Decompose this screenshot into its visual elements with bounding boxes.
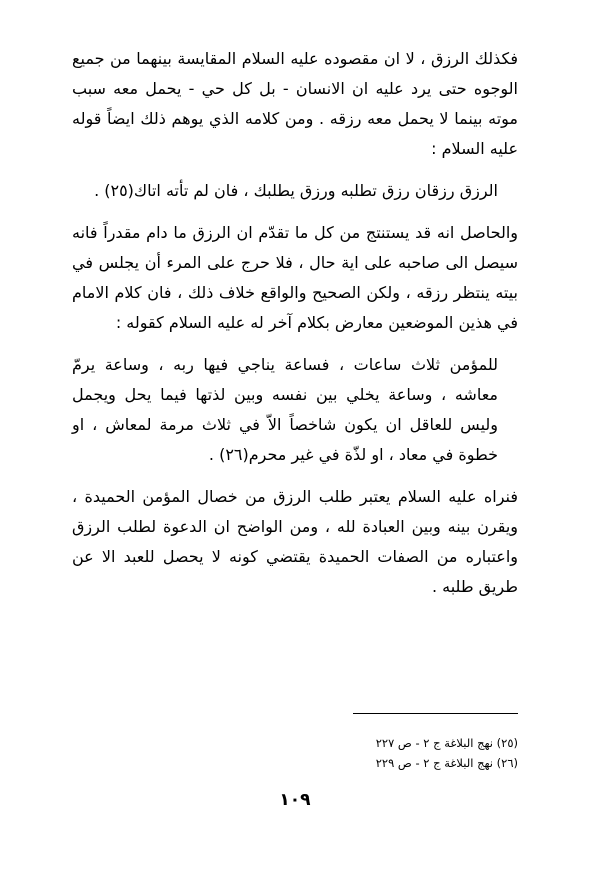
footnote-divider [353, 713, 518, 714]
footnote-26: (٢٦) نهج البلاغة ج ٢ - ص ٢٢٩ [375, 756, 518, 770]
footnote-25: (٢٥) نهج البلاغة ج ٢ - ص ٢٢٧ [375, 736, 518, 750]
body-text [72, 44, 518, 614]
quote-2: للمؤمن ثلاث ساعات ، فساعة يناجي فيها ربه ، وساعة يرمّ معاشه ، وساعة يخلي بين نفسه وبين لذتها فيما يحل ويجمل وليس للعاقل ان يكون شاخصاً الاّ في ثلاث مرمة لمعاش ، او خطوة في معاد ، او لذّة في غير محرم(٢٦) . [72, 355, 498, 464]
paragraph-3: فنراه عليه السلام يعتبر طلب الرزق من خصال المؤمن الحميدة ، ويقرن بينه وبين العبادة لله ، ومن الواضح ان الدعوة لطلب الرزق واعتباره من الصفات الحميدة يقتضي كونه لا يحصل للعبد الا عن طريق طلبه . [72, 487, 518, 596]
quote-1: الرزق رزقان رزق تطلبه ورزق يطلبك ، فان لم تأته اتاك(٢٥) . [94, 181, 498, 200]
paragraph-1: فكذلك الرزق ، لا ان مقصوده عليه السلام المقايسة بينهما من جميع الوجوه حتى يرد عليه ان الانسان - بل كل حي - يحمل معه سبب موته بينما لا يحمل معه رزقه . ومن كلامه الذي يوهم ذلك ايضاً قوله عليه السلام : [72, 49, 518, 158]
page-number: ١٠٩ [279, 790, 311, 810]
footnotes [72, 733, 518, 773]
paragraph-2: والحاصل انه قد يستنتج من كل ما تقدّم ان الرزق ما دام مقدراً فانه سيصل الى صاحبه على اية حال ، فلا حرج على المرء أن يجلس في بيته ينتظر رزقه ، ولكن الصحيح والواقع خلاف ذلك ، فان كلام الامام في هذين الموضعين معارض بكلام آخر له عليه السلام كقوله : [72, 223, 518, 332]
